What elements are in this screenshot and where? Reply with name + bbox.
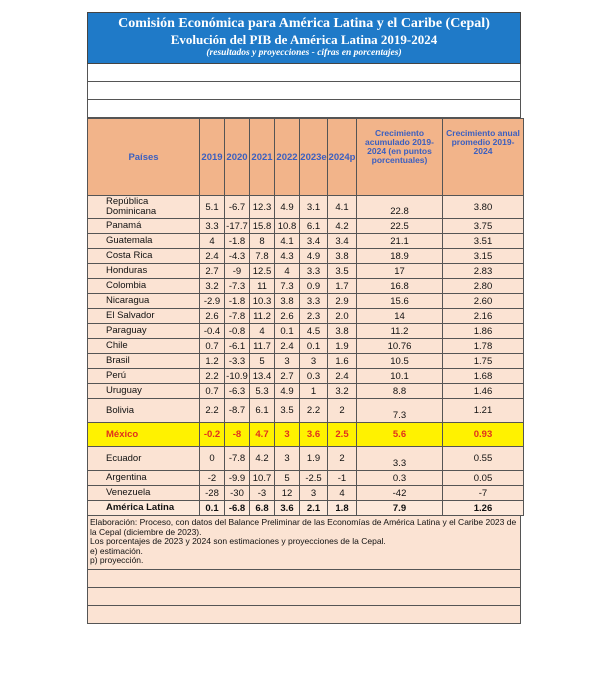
value-cell: -2.5: [300, 471, 328, 486]
header-year: 2020: [225, 119, 250, 196]
country-cell: Ecuador: [88, 447, 200, 471]
accumulated-cell: 10.5: [357, 354, 443, 369]
average-cell: 1.68: [443, 369, 524, 384]
gdp-table-sheet: [87, 12, 521, 624]
value-cell: 2.4: [328, 369, 357, 384]
country-cell: Guatemala: [88, 234, 200, 249]
value-cell: 3.3: [200, 219, 225, 234]
accumulated-cell: 18.9: [357, 249, 443, 264]
country-cell: Paraguay: [88, 324, 200, 339]
value-cell: -28: [200, 486, 225, 501]
average-cell: 2.83: [443, 264, 524, 279]
value-cell: 1.6: [328, 354, 357, 369]
country-cell: Perú: [88, 369, 200, 384]
value-cell: -6.7: [225, 196, 250, 219]
blank-row: [87, 100, 521, 118]
value-cell: 0.7: [200, 384, 225, 399]
average-cell: 1.75: [443, 354, 524, 369]
value-cell: 3: [275, 354, 300, 369]
value-cell: 2.1: [300, 501, 328, 516]
value-cell: 0.3: [300, 369, 328, 384]
header-average: Crecimiento anual promedio 2019-2024: [443, 119, 524, 196]
country-cell: Panamá: [88, 219, 200, 234]
value-cell: 4.9: [275, 384, 300, 399]
value-cell: 4.1: [328, 196, 357, 219]
table-row: [88, 354, 524, 369]
note-line: p) proyección.: [90, 555, 144, 566]
value-cell: 4: [250, 324, 275, 339]
value-cell: -0.2: [200, 423, 225, 447]
value-cell: -8: [225, 423, 250, 447]
value-cell: -9: [225, 264, 250, 279]
table-row: [88, 219, 524, 234]
accumulated-cell: -42: [357, 486, 443, 501]
table-row: [88, 339, 524, 354]
country-cell: Colombia: [88, 279, 200, 294]
table-header-row: [88, 119, 524, 196]
value-cell: -7.3: [225, 279, 250, 294]
value-cell: 3.8: [275, 294, 300, 309]
value-cell: 11.7: [250, 339, 275, 354]
value-cell: 4.1: [275, 234, 300, 249]
value-cell: -17.7: [226, 220, 248, 232]
average-cell: 3.15: [443, 249, 524, 264]
value-cell: 4: [275, 264, 300, 279]
value-cell: 12.5: [250, 264, 275, 279]
value-cell: -2.9: [200, 294, 225, 309]
table-row: [88, 249, 524, 264]
subtitle: (resultados y proyecciones - cifras en porcentajes): [206, 48, 402, 58]
country-cell: América Latina: [88, 501, 200, 516]
value-cell: 2.7: [275, 369, 300, 384]
value-cell: 2.2: [300, 399, 328, 423]
header-year: 2022: [275, 119, 300, 196]
table-row: [88, 384, 524, 399]
value-cell: 1.9: [328, 339, 357, 354]
value-cell: 0: [200, 447, 225, 471]
country-cell: Venezuela: [88, 486, 200, 501]
value-cell: 3.1: [300, 196, 328, 219]
title-line-2: Evolución del PIB de América Latina 2019-2024: [170, 32, 438, 47]
accumulated-cell: 14: [357, 309, 443, 324]
average-cell: 1.26: [443, 501, 524, 516]
blank-row: [87, 64, 521, 82]
average-cell: 2.60: [443, 294, 524, 309]
value-cell: 0.1: [275, 324, 300, 339]
blank-row: [87, 606, 521, 624]
value-cell: 3.4: [300, 234, 328, 249]
value-cell: -30: [225, 486, 250, 501]
value-cell: 0.1: [300, 339, 328, 354]
value-cell: 4.9: [275, 196, 300, 219]
accumulated-cell: 7.9: [357, 501, 443, 516]
value-cell: -7.8: [225, 447, 250, 471]
value-cell: 4: [328, 486, 357, 501]
value-cell: 12.3: [250, 196, 275, 219]
value-cell: 7.3: [275, 279, 300, 294]
value-cell: 3.8: [328, 249, 357, 264]
title-line-1: Comisión Económica para América Latina y el Caribe (Cepal): [118, 16, 490, 31]
value-cell: 3.5: [275, 399, 300, 423]
value-cell: 2.4: [200, 249, 225, 264]
value-cell: -1.8: [225, 234, 250, 249]
value-cell: -0.8: [225, 324, 250, 339]
value-cell: -7.8: [225, 309, 250, 324]
accumulated-cell: 15.6: [357, 294, 443, 309]
average-cell: 3.51: [443, 234, 524, 249]
value-cell: -10.9: [226, 370, 248, 382]
accumulated-cell: 3.3: [357, 447, 443, 471]
country-cell: Bolivia: [88, 399, 200, 423]
accumulated-cell: 22.8: [357, 196, 443, 219]
value-cell: 2.0: [328, 309, 357, 324]
header-accumulated: Crecimiento acumulado 2019-2024 (en puntos porcentuales): [357, 119, 443, 196]
value-cell: 10.3: [250, 294, 275, 309]
value-cell: -4.3: [225, 249, 250, 264]
value-cell: -1.8: [225, 294, 250, 309]
header-year: 2023e: [300, 119, 328, 196]
table-row: [88, 471, 524, 486]
value-cell: 1.8: [328, 501, 357, 516]
value-cell: 3: [300, 486, 328, 501]
table-row: [88, 501, 524, 516]
value-cell: 3: [275, 423, 300, 447]
value-cell: 2.7: [200, 264, 225, 279]
value-cell: 7.8: [250, 249, 275, 264]
value-cell: 1.7: [328, 279, 357, 294]
value-cell: 0.7: [200, 339, 225, 354]
average-cell: 1.46: [443, 384, 524, 399]
value-cell: 4.2: [250, 447, 275, 471]
value-cell: 1.2: [200, 354, 225, 369]
value-cell: 3.6: [300, 423, 328, 447]
accumulated-cell: 10.76: [357, 339, 443, 354]
value-cell: 3.5: [328, 264, 357, 279]
accumulated-cell: 16.8: [357, 279, 443, 294]
header-year: 2024p: [328, 119, 357, 196]
value-cell: 3: [300, 354, 328, 369]
value-cell: 6.8: [250, 501, 275, 516]
value-cell: 2.5: [328, 423, 357, 447]
value-cell: 3.3: [300, 264, 328, 279]
table-row: [88, 196, 524, 219]
value-cell: 2.6: [200, 309, 225, 324]
table-row: [88, 309, 524, 324]
value-cell: 5.1: [200, 196, 225, 219]
note-line: Los porcentajes de 2023 y 2024 son estimaciones y proyecciones de la Cepal.: [90, 536, 386, 547]
value-cell: 3.3: [300, 294, 328, 309]
value-cell: 0.1: [200, 501, 225, 516]
value-cell: 0.9: [300, 279, 328, 294]
note-line: Elaboración: Proceso, con datos del Balance Preliminar de las Economías de América Latina y el Caribe 2023 de la Cepal (diciembre de 2023).: [90, 517, 517, 537]
country-cell: Nicaragua: [88, 294, 200, 309]
value-cell: 10.8: [275, 219, 300, 234]
country-cell: México: [88, 423, 200, 447]
accumulated-cell: 10.1: [357, 369, 443, 384]
value-cell: 3.2: [200, 279, 225, 294]
accumulated-cell: 21.1: [357, 234, 443, 249]
value-cell: 4.3: [275, 249, 300, 264]
country-cell: Honduras: [88, 264, 200, 279]
value-cell: 12: [275, 486, 300, 501]
header-year: 2019: [200, 119, 225, 196]
value-cell: 3.2: [328, 384, 357, 399]
value-cell: -9.9: [225, 471, 250, 486]
table-row: [88, 399, 524, 423]
value-cell: 4: [200, 234, 225, 249]
average-cell: 2.16: [443, 309, 524, 324]
value-cell: 15.8: [250, 219, 275, 234]
table-row: [88, 447, 524, 471]
table-body: [88, 196, 524, 516]
average-cell: 0.05: [443, 471, 524, 486]
value-cell: 5: [275, 471, 300, 486]
value-cell: 8: [250, 234, 275, 249]
average-cell: 2.80: [443, 279, 524, 294]
value-cell: 3.4: [328, 234, 357, 249]
value-cell: 2.9: [328, 294, 357, 309]
accumulated-cell: 11.2: [357, 324, 443, 339]
value-cell: 6.1: [250, 399, 275, 423]
average-cell: -7: [443, 486, 524, 501]
value-cell: 3.6: [275, 501, 300, 516]
table-row: [88, 264, 524, 279]
value-cell: 2.3: [300, 309, 328, 324]
accumulated-cell: 17: [357, 264, 443, 279]
value-cell: -3.3: [225, 354, 250, 369]
value-cell: 4.7: [250, 423, 275, 447]
value-cell: 1: [300, 384, 328, 399]
average-cell: 3.75: [443, 219, 524, 234]
average-cell: 1.86: [443, 324, 524, 339]
country-cell: Costa Rica: [88, 249, 200, 264]
blank-row: [87, 588, 521, 606]
blank-row: [87, 82, 521, 100]
note-line: e) estimación.: [90, 545, 143, 556]
accumulated-cell: 8.8: [357, 384, 443, 399]
table-row: [88, 486, 524, 501]
value-cell: 11: [250, 279, 275, 294]
value-cell: 2.6: [275, 309, 300, 324]
value-cell: 1.9: [300, 447, 328, 471]
country-cell: Argentina: [88, 471, 200, 486]
notes-block: [87, 516, 521, 570]
value-cell: 13.4: [250, 369, 275, 384]
value-cell: 5.3: [250, 384, 275, 399]
accumulated-cell: 5.6: [357, 423, 443, 447]
country-cell: Chile: [88, 339, 200, 354]
value-cell: 4.2: [328, 219, 357, 234]
table-row: [88, 324, 524, 339]
value-cell: 3: [275, 447, 300, 471]
accumulated-cell: 0.3: [357, 471, 443, 486]
value-cell: 2: [328, 399, 357, 423]
value-cell: 2.4: [275, 339, 300, 354]
table-row: [88, 423, 524, 447]
value-cell: 2.2: [200, 399, 225, 423]
value-cell: 5: [250, 354, 275, 369]
value-cell: 3.8: [328, 324, 357, 339]
value-cell: 11.2: [250, 309, 275, 324]
country-cell: Uruguay: [88, 384, 200, 399]
value-cell: -1: [328, 471, 357, 486]
average-cell: 1.21: [443, 399, 524, 423]
accumulated-cell: 7.3: [357, 399, 443, 423]
value-cell: -2: [200, 471, 225, 486]
header-country: Países: [88, 119, 200, 196]
value-cell: -6.1: [225, 339, 250, 354]
country-cell: El Salvador: [88, 309, 200, 324]
value-cell: 6.1: [300, 219, 328, 234]
value-cell: -6.8: [225, 501, 250, 516]
average-cell: 0.93: [443, 423, 524, 447]
value-cell: 2.2: [200, 369, 225, 384]
table-row: [88, 234, 524, 249]
country-cell: Brasil: [88, 354, 200, 369]
accumulated-cell: 22.5: [357, 219, 443, 234]
value-cell: -0.4: [200, 324, 225, 339]
value-cell: 4.5: [300, 324, 328, 339]
value-cell: -6.3: [225, 384, 250, 399]
header-year: 2021: [250, 119, 275, 196]
average-cell: 1.78: [443, 339, 524, 354]
value-cell: 10.7: [250, 471, 275, 486]
value-cell: 4.9: [300, 249, 328, 264]
country-cell: República Dominicana: [88, 196, 200, 219]
table-row: [88, 279, 524, 294]
table-row: [88, 369, 524, 384]
value-cell: -3: [250, 486, 275, 501]
value-cell: -8.7: [225, 399, 250, 423]
value-cell: 2: [328, 447, 357, 471]
gdp-table: [87, 118, 524, 516]
blank-row: [87, 570, 521, 588]
average-cell: 0.55: [443, 447, 524, 471]
title-banner: [87, 12, 521, 64]
table-row: [88, 294, 524, 309]
average-cell: 3.80: [443, 196, 524, 219]
